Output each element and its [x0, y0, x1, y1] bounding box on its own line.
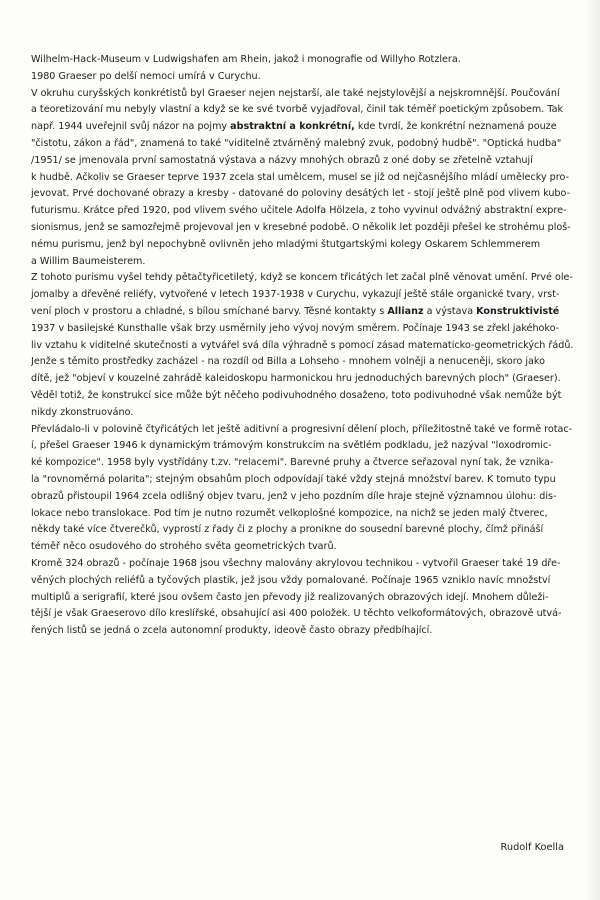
text-line: "čistotu, zákon a řád", znamená to také "viditelně ztvárněný malebný zvuk, podobný hudbě". "Optická hudba": [31, 137, 562, 149]
text-line: tější je však Graeserovo dílo kreslířské, obsahující asi 400 položek. U těchto velkoformátových, obrazově utvá-: [31, 608, 562, 620]
text-segment: a výstava: [426, 305, 474, 317]
text-line: futurismu. Krátce před 1920, pod vlivem svého učitele Adolfa Hölzela, z toho vyvinul odvážný abstraktní expre-: [31, 205, 567, 217]
text-line: 1937 v basilejské Kunsthalle však brzy usměrnily jeho vývoj novým směrem. Počínaje 1943 se zřekl jakéhoko-: [31, 322, 560, 334]
text-line: [31, 119, 581, 136]
text-line: /1951/ se jmenovala první samostatná výstava a názvy mnohých obrazů z oné doby se zřetelně vztahují: [31, 154, 533, 166]
text-line: a Willim Baumeisterem.: [31, 255, 146, 267]
text-line: sionismus, jenž se samozřejmě projevoval jen v kresebné podobě. O několik let později přešel ke strohému ploš-: [31, 221, 571, 233]
text-line: Wilhelm-Hack-Museum v Ludwigshafen am Rhein, jakož i monografie od Willyho Rotzlera.: [31, 54, 461, 65]
text-segment: kde tvrdí, že konkrétní neznamená pouze: [357, 121, 557, 133]
document-body: [31, 52, 581, 640]
bold-term: abstraktní a konkrétní,: [230, 121, 355, 133]
text-line: V okruhu curyšských konkrétistů byl Graeser nejen nejstarší, ale také nejstylovější a nejskromnější. Poučování: [31, 87, 560, 99]
text-line: Převládalo-li v polovině čtyřicátých let ještě aditivní a progresivní dělení ploch, příležitostně také ve formě rotac-: [31, 423, 573, 435]
text-line: jomalby a dřevěné reliéfy, vytvořené v letech 1937-1938 v Curychu, vykazují ještě stále organické tvary, vrst-: [31, 289, 560, 301]
text-line: obrazů přistoupil 1964 zcela odlišný objev tvaru, jenž v jeho pozdním díle hraje stejně významnou úlohu: dis-: [31, 490, 557, 502]
page-edge-shadow: [584, 0, 600, 900]
text-line: dítě, jež "objeví v kouzelné zahrádě kaleidoskopu harmonickou hru jednoduchých barevných ploch" (Graeser).: [31, 373, 561, 385]
text-line: nikdy zkonstruováno.: [31, 406, 134, 418]
text-line: Kromě 324 obrazů - počínaje 1968 jsou všechny malovány akrylovou technikou - vytvořil Graeser také 19 dře-: [31, 557, 561, 569]
text-line: [31, 304, 581, 321]
text-line: Z tohoto purismu vyšel tehdy pětačtyřicetiletý, když se koncem třicátých let začal plně věnovat umění. Prvé ole-: [31, 272, 573, 284]
text-line: a teoretizování mu nebyly vlastní a když se ke své tvorbě vyjadřoval, činil tak téměř poetickým způsobem. Tak: [31, 104, 564, 116]
text-line: někdy také více čtverečků, vyprostí z řady či z plochy a pronikne do sousední barevné plochy, čímž přináší: [31, 524, 544, 536]
text-line: řených listů se jedná o zcela autonomní produkty, ideově často obrazy předbíhající.: [31, 625, 433, 637]
text-line: téměř něco osudového do strohého světa geometrických tvarů.: [31, 541, 337, 553]
text-line: Jenže s těmito prostředky zacházel - na rozdíl od Billa a Lohseho - mnohem volněji a nenuceněji, skoro jako: [31, 356, 546, 368]
text-line: Věděl totiž, že konstrukcí sice může být něčeho podivuhodného dosaženo, toto podivuhodné však nemůže být: [31, 389, 562, 401]
text-line: multiplů a serigrafií, které jsou ovšem často jen převody již realizovaných obrazových idejí. Mnohem důleži-: [31, 591, 549, 603]
text-line: ké kompozice". 1958 byly vystřídány t.zv. "relacemi". Barevné pruhy a čtverce seřazoval nyní tak, že vznika-: [31, 457, 554, 469]
text-line: 1980 Graeser po delší nemoci umírá v Curychu.: [31, 70, 261, 82]
text-line: la "rovnoměrná polarita"; stejným obsahům ploch odpovídají také vždy stejná množství barev. K tomuto typu: [31, 473, 556, 485]
bold-term: Allianz: [387, 305, 424, 317]
bold-term: Konstruktivisté: [476, 305, 560, 317]
text-line: nému purismu, jenž byl nepochybně ovlivněn jeho mladými štutgartskými kolegy Oskarem Schlemmerem: [31, 238, 541, 250]
text-segment: vení ploch v prostoru a chladné, s bílou smíchané barvy. Těsné kontakty s: [31, 305, 385, 317]
text-line: í, přešel Graeser 1946 k dynamickým trámovým konstrukcím na světlém podkladu, jež nazýval "loxodromic-: [31, 440, 552, 452]
text-line: k hudbě. Ačkoliv se Graeser teprve 1937 zcela stal umělcem, musel se již od nejčasnějšího mládí umělecky pro-: [31, 171, 569, 183]
text-line: věných plochých reliéfů a tyčových plastik, jež jsou vždy pomalované. Počínaje 1965 vzniklo navíc množství: [31, 574, 551, 586]
text-line: lokace nebo translokace. Pod tím je nutno rozumět velkoplošné kompozice, na nichž se jeden malý čtverec,: [31, 507, 548, 519]
text-segment: např. 1944 uveřejnil svůj názor na pojmy: [31, 121, 228, 133]
author-signature: Rudolf Koella: [500, 842, 564, 853]
text-line: jevovat. Prvé dochované obrazy a kresby - datované do poloviny desátých let - stojí ještě plně pod vlivem kubo-: [31, 188, 571, 200]
text-line: liv vztahu k viditelné skutečnosti a vytvářel svá díla výhradně s pomocí zásad matematicko-geometrických řádů.: [31, 339, 574, 351]
